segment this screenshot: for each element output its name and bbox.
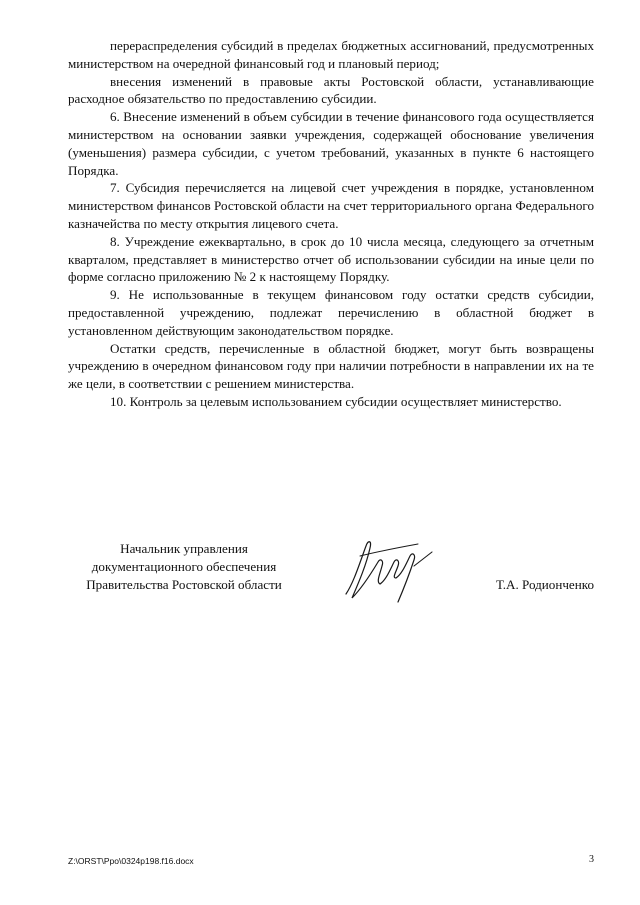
signatory-position-line: документационного обеспечения: [91, 558, 277, 574]
paragraph: 8. Учреждение ежеквартально, в срок до 10 числа месяца, следующего за отчетным кварталом, представляет в министерство отчет об использовании субсидии на иные цели по форме согласно приложению № 2 к настоящему Порядку.: [68, 233, 594, 285]
signature-block: [68, 540, 594, 620]
document-body: [68, 37, 594, 411]
page-number: 3: [589, 854, 594, 865]
paragraph: 10. Контроль за целевым использованием субсидии осуществляет министерство.: [110, 393, 562, 409]
paragraph: 7. Субсидия перечисляется на лицевой счет учреждения в порядке, установленном министерством финансов Ростовской области на счет территориального органа Федерального казначейства по месту открытия лицевого счета.: [68, 180, 594, 231]
paragraph: 9. Не использованные в текущем финансовом году остатки средств субсидии, предоставленной учреждению, подлежат перечислению в областной бюджет в установленном действующим законодательством порядке.: [68, 287, 594, 338]
signatory-name: Т.А. Родионченко: [496, 577, 594, 592]
paragraph: 6. Внесение изменений в объем субсидии в течение финансового года осуществляется министерством на основании заявки учреждения, содержащей обоснование увеличения (уменьшения) размера субсидии, с учетом требований, указанных в пункте 6 настоящего Порядка.: [68, 109, 594, 178]
signatory-position: [68, 540, 300, 593]
paragraph: перераспределения субсидий в пределах бюджетных ассигнований, предусмотренных министерством на очередной финансовый год и плановый период;: [68, 38, 594, 71]
paragraph: Остатки средств, перечисленные в областной бюджет, могут быть возвращены учреждению в очередном финансовом году при наличии потребности в направлении их на те же цели, в соответствии с решением министерства.: [68, 340, 594, 392]
handwritten-signature: [336, 532, 436, 612]
signatory-position-line: Правительства Ростовской области: [86, 576, 282, 592]
signatory-position-line: Начальник управления: [120, 541, 248, 556]
file-path: Z:\ORST\Ppo\0324p198.f16.docx: [68, 856, 194, 866]
paragraph: внесения изменений в правовые акты Ростовской области, устанавливающие расходное обязательство по предоставлению субсидии.: [68, 73, 594, 107]
